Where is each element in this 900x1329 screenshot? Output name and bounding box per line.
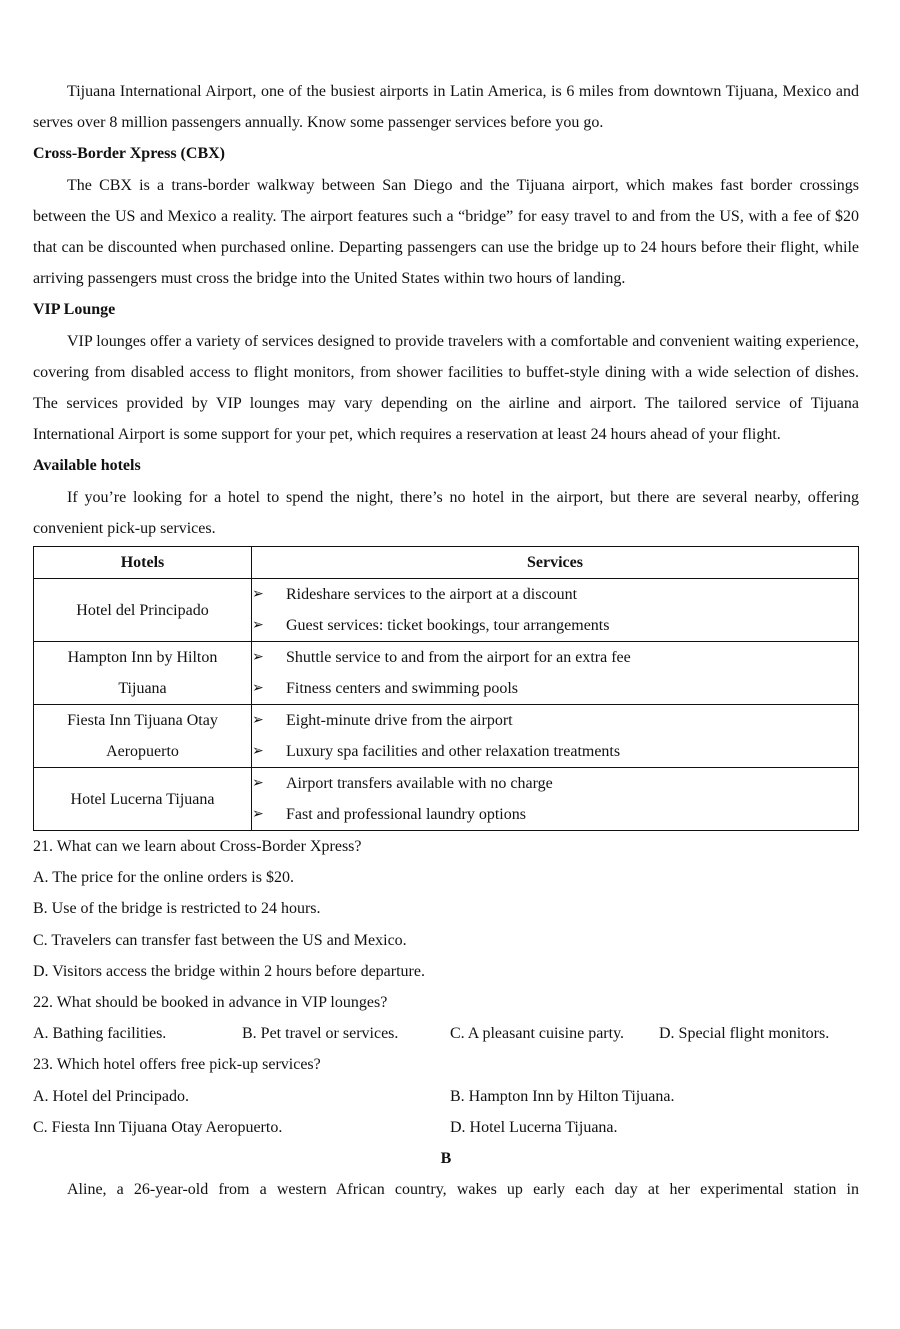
service-item (252, 642, 858, 673)
table-row (34, 768, 859, 831)
hotel-name: Hotel del Principado (76, 601, 209, 619)
section-b-paragraph: Aline, a 26-year-old from a western African country, wakes up early each day at her experimental station in (67, 1181, 859, 1199)
hotels-paragraph: If you’re looking for a hotel to spend the night, there’s no hotel in the airport, but there are several nearby, offering convenient pick-up services. (33, 488, 859, 537)
option-d: D. Visitors access the bridge within 2 hours before departure. (33, 962, 425, 980)
cbx-heading: Cross-Border Xpress (CBX) (33, 145, 225, 163)
service-item (252, 768, 858, 799)
column-header-hotels: Hotels (34, 547, 252, 579)
hotel-name-cell (34, 768, 252, 831)
arrow-bullet-icon: ➢ (252, 618, 264, 634)
option-a: A. The price for the online orders is $20. (33, 869, 294, 887)
cbx-paragraph: The CBX is a trans-border walkway between San Diego and the Tijuana airport, which makes fast border crossings between the US and Mexico a reality. The airport features such a “bridge” for easy travel to and from the US, with a fee of $20 that can be discounted when purchased online. Departing passengers can use the bridge up to 24 hours before their flight, while arriving passengers must cross the bridge into the United States within two hours of landing. (33, 176, 859, 288)
section-b-heading: B (440, 1150, 452, 1168)
option-b: B. Pet travel or services. (242, 1025, 399, 1043)
table-row (34, 579, 859, 642)
service-item (252, 705, 858, 736)
option-c: C. Fiesta Inn Tijuana Otay Aeropuerto. (33, 1118, 283, 1136)
hotel-name-cell (34, 705, 252, 768)
hotel-name-line: Aeropuerto (106, 743, 179, 761)
services-cell (252, 642, 859, 705)
question-21 (33, 831, 859, 987)
services-cell (252, 705, 859, 768)
service-text: Airport transfers available with no charge (286, 774, 553, 792)
intro-paragraph: Tijuana International Airport, one of the busiest airports in Latin America, is 6 miles from downtown Tijuana, Mexico and serves over 8 million passengers annually. Know some passenger services before you go. (33, 83, 859, 132)
hotels-table (33, 546, 859, 831)
options-row (33, 1081, 859, 1112)
arrow-bullet-icon: ➢ (252, 713, 264, 729)
option-c: C. A pleasant cuisine party. (450, 1025, 625, 1043)
question-22 (33, 987, 859, 1049)
option-b: B. Hampton Inn by Hilton Tijuana. (450, 1087, 675, 1105)
column-header-services: Services (252, 547, 859, 579)
option-c: C. Travelers can transfer fast between the US and Mexico. (33, 931, 407, 949)
service-text: Fitness centers and swimming pools (286, 679, 518, 697)
table-header-row (34, 547, 859, 579)
service-item (252, 610, 858, 641)
service-text: Rideshare services to the airport at a discount (286, 585, 578, 603)
arrow-bullet-icon: ➢ (252, 587, 264, 603)
table-row (34, 642, 859, 705)
services-cell (252, 768, 859, 831)
arrow-bullet-icon: ➢ (252, 744, 264, 760)
options-row (33, 1112, 859, 1143)
services-cell (252, 579, 859, 642)
table-row (34, 705, 859, 768)
service-text: Eight-minute drive from the airport (286, 711, 513, 729)
option-a: A. Hotel del Principado. (33, 1087, 189, 1105)
service-text: Luxury spa facilities and other relaxation treatments (286, 742, 621, 760)
service-item (252, 736, 858, 767)
hotel-name-line: Hampton Inn by Hilton (67, 649, 218, 667)
option-d: D. Special flight monitors. (659, 1025, 830, 1043)
question-stem: 23. Which hotel offers free pick-up services? (33, 1056, 321, 1074)
option-d: D. Hotel Lucerna Tijuana. (450, 1118, 618, 1136)
option-b: B. Use of the bridge is restricted to 24 hours. (33, 900, 321, 918)
service-item (252, 799, 858, 830)
hotel-name-cell (34, 579, 252, 642)
hotels-heading: Available hotels (33, 457, 141, 475)
question-stem: 21. What can we learn about Cross-Border Xpress? (33, 838, 362, 856)
service-text: Fast and professional laundry options (286, 805, 526, 823)
option-a: A. Bathing facilities. (33, 1025, 167, 1043)
hotel-name-line: Tijuana (118, 680, 167, 698)
hotel-name-cell (34, 642, 252, 705)
hotel-name: Hotel Lucerna Tijuana (70, 790, 215, 808)
arrow-bullet-icon: ➢ (252, 681, 264, 697)
service-item (252, 579, 858, 610)
question-stem: 22. What should be booked in advance in VIP lounges? (33, 994, 388, 1012)
service-text: Guest services: ticket bookings, tour arrangements (286, 616, 610, 634)
vip-paragraph: VIP lounges offer a variety of services designed to provide travelers with a comfortable and convenient waiting experience, covering from disabled access to flight monitors, from shower facilities to buffet-style dining with a wide selection of dishes. The services provided by VIP lounges may vary depending on the airline and airport. The tailored service of Tijuana International Airport is some support for your pet, which requires a reservation at least 24 hours ahead of your flight. (33, 332, 859, 444)
arrow-bullet-icon: ➢ (252, 807, 264, 823)
arrow-bullet-icon: ➢ (252, 650, 264, 666)
hotel-name-line: Fiesta Inn Tijuana Otay (67, 712, 218, 730)
document-page (33, 76, 859, 1205)
vip-heading: VIP Lounge (33, 301, 116, 319)
arrow-bullet-icon: ➢ (252, 776, 264, 792)
question-23 (33, 1049, 859, 1143)
options-row (33, 1018, 859, 1049)
service-text: Shuttle service to and from the airport for an extra fee (286, 648, 631, 666)
service-item (252, 673, 858, 704)
